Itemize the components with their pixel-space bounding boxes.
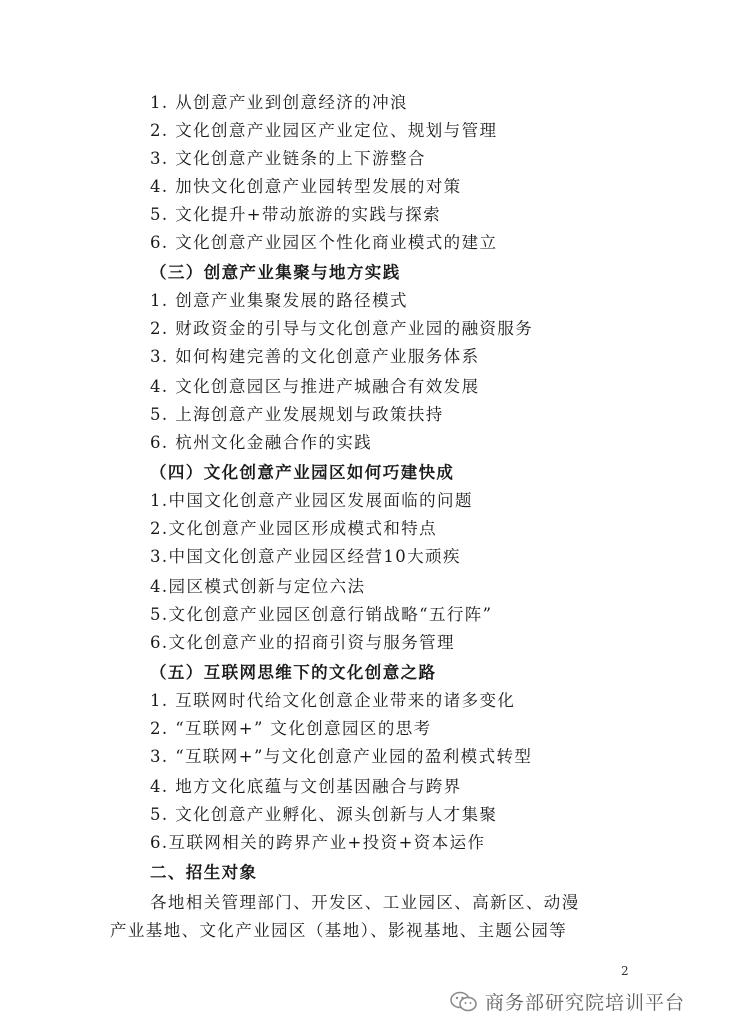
list-item: 6. 文化创意产业园区个性化商业模式的建立: [150, 233, 498, 252]
section-heading: （三）创意产业集聚与地方实践: [150, 263, 401, 282]
list-item: 4.园区模式创新与定位六法: [150, 577, 366, 596]
list-item: 3. “互联网+”与文化创意产业园的盈利模式转型: [150, 747, 533, 766]
section-heading: （四）文化创意产业园区如何巧建快成: [150, 463, 455, 482]
list-item: 6. 杭州文化金融合作的实践: [150, 433, 373, 452]
page-number: 2: [621, 964, 629, 978]
list-item: 2. 财政资金的引导与文化创意产业园的融资服务: [150, 319, 534, 338]
paragraph-line: 各地相关管理部门、开发区、工业园区、高新区、动漫: [150, 893, 580, 912]
list-item: 6.文化创意产业的招商引资与服务管理: [150, 633, 455, 652]
list-item: 3. 如何构建完善的文化创意产业服务体系: [150, 347, 480, 366]
list-item: 2. 文化创意产业园区产业定位、规划与管理: [150, 121, 498, 140]
list-item: 5. 文化提升+带动旅游的实践与探索: [150, 205, 442, 224]
list-item: 1. 创意产业集聚发展的路径模式: [150, 291, 408, 310]
list-item: 5. 上海创意产业发展规划与政策扶持: [150, 405, 444, 424]
list-item: 5. 文化创意产业孵化、源头创新与人才集聚: [150, 805, 498, 824]
list-item: 3.中国文化创意产业园区经营10大顽疾: [150, 547, 461, 566]
list-item: 2. “互联网+” 文化创意园区的思考: [150, 719, 432, 738]
watermark-text: 商务部研究院培训平台: [485, 992, 686, 1014]
list-item: 5.文化创意产业园区创意行销战略“五行阵”: [150, 605, 493, 624]
list-item: 3. 文化创意产业链条的上下游整合: [150, 149, 426, 168]
paragraph-line: 产业基地、文化产业园区（基地）、影视基地、主题公园等: [110, 921, 568, 940]
watermark: [449, 988, 685, 1015]
list-item: 1.中国文化创意产业园区发展面临的问题: [150, 491, 473, 510]
list-item: 1. 互联网时代给文化创意企业带来的诸多变化: [150, 691, 516, 710]
list-item: 4. 加快文化创意产业园转型发展的对策: [150, 177, 462, 196]
section-heading: （五）互联网思维下的文化创意之路: [150, 663, 437, 682]
list-item: 2.文化创意产业园区形成模式和特点: [150, 519, 438, 538]
list-item: 6.互联网相关的跨界产业+投资+资本运作: [150, 833, 486, 852]
section-heading: 二、招生对象: [150, 863, 258, 882]
list-item: 4. 文化创意园区与推进产城融合有效发展: [150, 377, 480, 396]
list-item: 4. 地方文化底蕴与文创基因融合与跨界: [150, 777, 462, 796]
list-item: 1. 从创意产业到创意经济的冲浪: [150, 93, 408, 112]
wechat-logo-icon: [449, 990, 479, 1014]
